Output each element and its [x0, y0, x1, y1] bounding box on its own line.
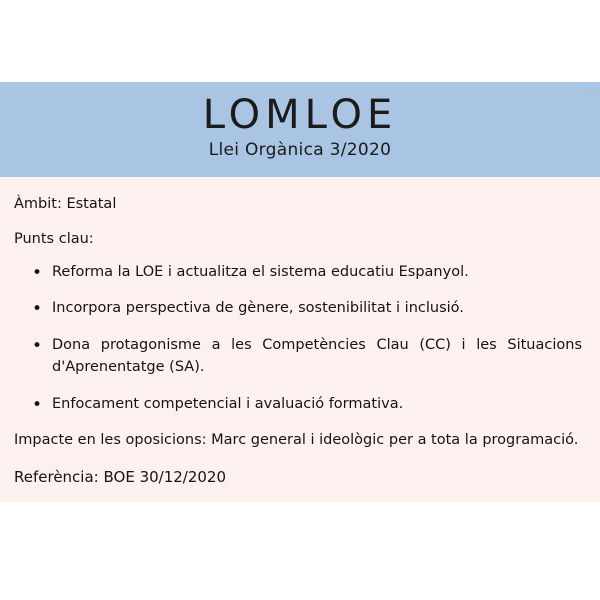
- keypoints-list: [14, 261, 586, 415]
- reference-line: Referència: BOE 30/12/2020: [14, 467, 227, 486]
- list-item: • Dona protagonisme a les Competències Clau (CC) i les Situacions d'Aprenentatge (SA).: [52, 334, 586, 379]
- list-item: • Enfocament competencial i avaluació formativa.: [52, 393, 586, 415]
- card-body: [0, 177, 600, 502]
- impact-line: Impacte en les oposicions: Marc general i ideològic per a tota la programació.: [14, 432, 579, 449]
- keypoints-label: Punts clau:: [14, 231, 94, 248]
- list-item: • Reforma la LOE i actualitza el sistema educatiu Espanyol.: [52, 261, 586, 283]
- page-title: LOMLOE: [202, 92, 398, 138]
- page-subtitle: Llei Orgànica 3/2020: [208, 140, 392, 160]
- card-header: [0, 82, 600, 177]
- scope-line: Àmbit: Estatal: [14, 196, 117, 212]
- list-item: • Incorpora perspectiva de gènere, sostenibilitat i inclusió.: [52, 297, 586, 319]
- decorative-corner-icon: ···: [583, 85, 595, 98]
